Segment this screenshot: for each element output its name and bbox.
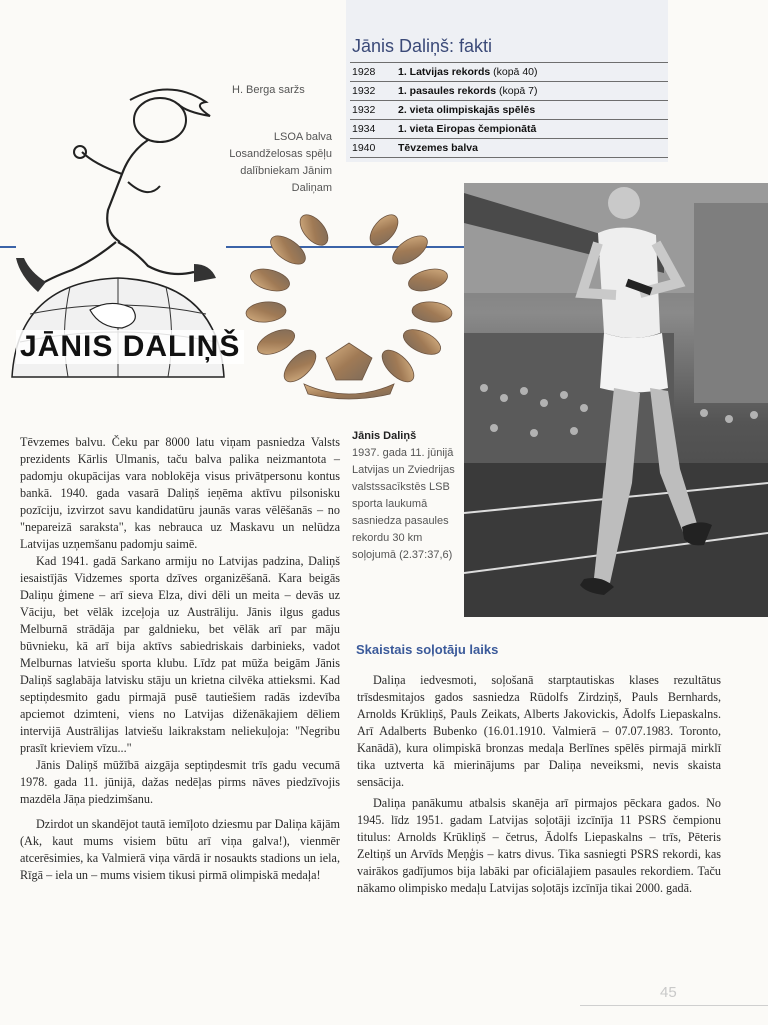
left-paragraph-4: Dzirdot un skandējot tautā iemīļoto dziesmu par Daliņa kājām (Ak, kaut mums visiem būtu arī viņa galva!), vienmēr atcerēsimies, ka Valmierā viņa vārdā ir nosaukts stadions un iela, Rīgā – iela un – mums visiem tikusi pirmā olimpiskā medaļa! (20, 817, 340, 882)
right-column (357, 672, 721, 897)
fact-year: 1940 (352, 142, 376, 154)
fact-text (398, 82, 538, 100)
laurel-wreath-image (244, 208, 454, 404)
fact-main: 1. pasaules rekords (398, 85, 497, 97)
athlete-photo (464, 183, 768, 617)
fact-text: 1. vieta Eiropas čempionātā (398, 123, 537, 135)
facts-title: Jānis Daliņš: fakti (352, 36, 493, 56)
fact-main: 1. Latvijas rekords (398, 66, 491, 78)
fact-row (350, 138, 668, 158)
medal-caption: LSOA balva Losandželosas spēļu dalībniekam Jānim Daliņam (229, 131, 332, 194)
fact-row (350, 62, 668, 81)
page-number: 45 (660, 984, 677, 1001)
fact-note: (kopā 7) (496, 85, 538, 97)
laurel-wreath (244, 208, 454, 404)
fact-row (350, 81, 668, 100)
caricature (10, 82, 241, 384)
fact-year: 1932 (352, 104, 376, 116)
right-paragraph-2: Daliņa panākumu atbalsis skanēja arī pirmajos pēckara gados. No 1945. līdz 1951. gadam Latvijas soļotāji izcīnīja 11 PSRS čempionu titulus: Arnolds Krūkliņš – četrus, Ādolfs Liepaskalns – trīs, Pēteris Zeltiņš un Arvīds Meņģis – katrs divus. Tika sasniegti PSRS rekordi, kas vairākos gadījumos bija labāki par oficiālajiem pasaules rekordiem. Taču nākamo olimpisko medaļu Latvijas soļotājs izcīnīja tikai 2000. gadā. (357, 796, 721, 895)
facts-table (350, 62, 668, 158)
photo-caption (352, 428, 456, 564)
fact-year: 1932 (352, 85, 376, 97)
fact-year: 1928 (352, 66, 376, 78)
left-paragraph-3: Jānis Daliņš mūžībā aizgāja septiņdesmit trīs gadu vecumā 1978. gada 11. jūnijā, dažas nedēļas pirms nāves piedzīvojis mazdēla Jāņa piedzimšanu. (20, 758, 340, 806)
athlete-photo-image (464, 183, 768, 617)
left-paragraph-1: Tēvzemes balvu. Čeku par 8000 latu viņam pasniedza Valsts prezidents Kārlis Ulmanis, taču balva palika neizmantota – padomju okupācijas vara noblokēja visus privātpersonu kontus bankā. 1940. gada vasarā Daliņš ieņēma aktīvu pilsonisku pozīciju, izvirzot savu kandidatūru jaunās varas vēlēšanās – no "nepareizā saraksta", kas nebrauca uz Maskavu un nelūdza Latvijas uzņemšanu padomju saimē. (20, 435, 340, 551)
caricature-banner: JĀNIS DALIŅŠ (16, 330, 244, 364)
right-paragraph-1: Daliņa iedvesmoti, soļošanā starptautiskas klases rezultātus trīsdesmitajos gados sasniedza Rūdolfs Zirdziņš, Pauls Bernhards, Arnolds Krūkliņš, Pauls Zeikats, Alberts Jakovickis, Ādolfs Liepaskalns. Arī Adalberts Bubenko (16.01.1910. Valmierā – 07.07.1983. Toronto, Kanādā), kura olimpiskā bronzas medaļa Berlīnes spēlēs pirmajā mirklī tika uztverta kā mierinājums par Daliņa neveiksmi, nevis skaista sensācija. (357, 673, 721, 789)
fact-row (350, 100, 668, 119)
fact-text (398, 63, 538, 81)
section-heading: Skaistais soļotāju laiks (356, 642, 499, 657)
bottom-rule (580, 1005, 768, 1006)
fact-year: 1934 (352, 123, 376, 135)
fact-row (350, 119, 668, 138)
fact-text: 2. vieta olimpiskajās spēlēs (398, 104, 536, 116)
caricature-credit: H. Berga saržs (232, 84, 305, 96)
facts-box (346, 0, 668, 162)
fact-note: (kopā 40) (490, 66, 538, 78)
photo-caption-text: 1937. gada 11. jūnijā Latvijas un Zviedrijas valstssacīkstēs LSB sporta laukumā sasniedza pasaules rekordu 30 km soļojumā (2.37:37,6) (352, 447, 455, 561)
fact-text: Tēvzemes balva (398, 142, 478, 154)
left-column (20, 434, 340, 884)
left-paragraph-2: Kad 1941. gadā Sarkano armiju no Latvijas padzina, Daliņš iesaistījās Vidzemes sporta dzīves organizēšanā. Kara beigās Daliņu ģimene – arī sieva Elza, divi dēli un meita – devās uz Vāciju, bet vēlāk izceļoja uz Austrāliju. Jānis ilgus gadus Melburnā strādāja par galdnieku, bet vēlāk arī par māju būvnieku, kā arī bija aktīvs sabiedriskais darbinieks, vadot Melburnas latviešu sporta klubu. Līdz pat mūža beigām Jānis Daliņš saglabāja latvisku stāju un krietna cilvēka attieksmi. Kad septiņdesmito gadu pirmajā pusē tautiešiem radās izdevība apciemot dzimteni, viens no Latvijas dižen​ākajiem dēliem intervijā Austrālijas latviešu laikrakstam nelieku​ļoja: "Negribu prasīt krieviem vīzu..." (20, 554, 340, 755)
photo-caption-name: Jānis Daliņš (352, 430, 417, 442)
